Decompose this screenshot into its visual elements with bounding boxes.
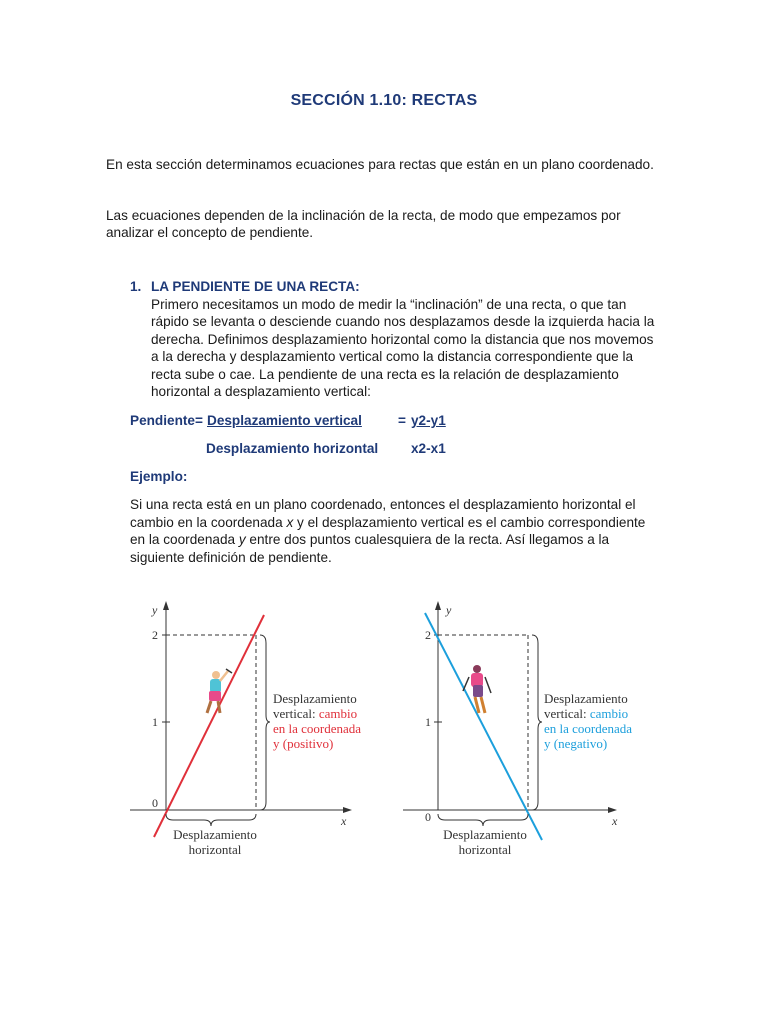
page-title: SECCIÓN 1.10: RECTAS	[290, 92, 478, 109]
section-heading: LA PENDIENTE DE UNA RECTA:	[151, 279, 360, 294]
right-vertical-label: Desplazamiento vertical: cambio en la coordenada y (negativo)	[544, 691, 633, 751]
example-label: Ejemplo:	[130, 469, 188, 484]
formula-label: Pendiente=	[130, 413, 203, 428]
left-tick-2: 2	[152, 628, 158, 642]
left-vertical-brace	[260, 635, 270, 810]
left-horizontal-brace	[166, 814, 256, 826]
left-y-label: y	[152, 603, 158, 617]
right-x-arrow	[608, 807, 617, 813]
example-text: Si una recta está en un plano coordenado, entonces el desplazamiento horizontal el cambio en la coordenada x y el desplazamiento vertical es el cambio correspondiente en la coordenada y entre dos puntos cualesquiera de la recta. Así llegamos a la siguiente definición de pendiente.	[130, 497, 646, 565]
right-tick-1: 1	[425, 715, 431, 729]
left-tick-1: 1	[152, 715, 158, 729]
right-tick-2: 2	[425, 628, 431, 642]
right-slope-line	[425, 613, 542, 840]
left-origin: 0	[152, 796, 158, 810]
right-origin: 0	[425, 810, 431, 824]
right-y-arrow	[435, 601, 441, 610]
left-x-arrow	[343, 807, 352, 813]
right-x-label: x	[612, 814, 618, 828]
intro-paragraph-2: Las ecuaciones dependen de la inclinación de la recta, de modo que empezamos por analizar el concepto de pendiente.	[106, 208, 621, 240]
formula-numerator: Desplazamiento vertical	[207, 413, 362, 428]
climber-icon	[207, 669, 232, 713]
formula-denominator-expr: x2-x1	[411, 441, 446, 456]
left-vertical-label: Desplazamiento vertical: cambio en la coordenada y (positivo)	[273, 691, 362, 751]
formula-denominator: Desplazamiento horizontal	[206, 441, 379, 456]
formula-numerator-expr: y2-y1	[411, 413, 446, 428]
intro-paragraph-1: En esta sección determinamos ecuaciones para rectas que están en un plano coordenado.	[106, 157, 654, 172]
right-vertical-brace	[532, 635, 542, 810]
left-slope-line	[154, 615, 264, 837]
formula-equals: =	[398, 413, 406, 428]
skier-icon	[463, 665, 491, 713]
left-x-label: x	[341, 814, 347, 828]
right-horizontal-label: Desplazamiento horizontal	[443, 827, 527, 857]
section-body: Primero necesitamos un modo de medir la “inclinación” de una recta, o que tan rápido se levanta o desciende cuando nos desplazamos desde la izquierda hacia la derecha. Definimos desplazamiento horizontal como la distancia que nos movemos a la derecha y desplazamiento vertical como la distancia correspondiente que la recta sube o cae. La pendiente de una recta es la relación de desplazamiento horizontal a desplazamiento vertical:	[151, 297, 655, 400]
right-y-label: y	[446, 603, 452, 617]
left-horizontal-label: Desplazamiento horizontal	[173, 827, 257, 857]
left-y-arrow	[163, 601, 169, 610]
section-number: 1.	[130, 279, 142, 294]
right-horizontal-brace	[438, 814, 528, 826]
